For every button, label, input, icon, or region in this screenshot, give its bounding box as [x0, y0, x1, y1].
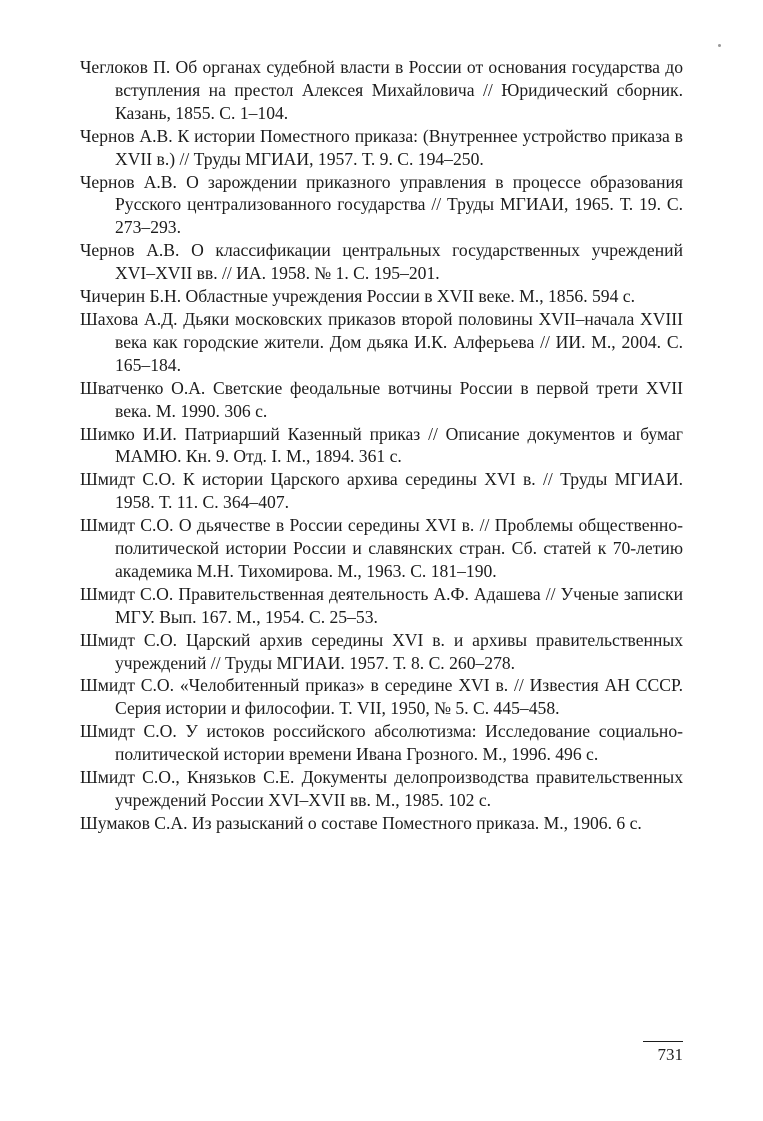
bibliography-entry: Шмидт С.О. Правительственная деятельность А.Ф. Адашева // Ученые записки МГУ. Вып. 167. М., 1954. С. 25–53. [80, 583, 683, 627]
bibliography-entry: Шмидт С.О. О дьячестве в России середины XVI в. // Проблемы общественно-политической истории России и славянских стран. Сб. статей к 70-летию академика М.Н. Тихомирова. М., 1963. С. 181–190. [80, 515, 683, 581]
bibliography-entry: Шимко И.И. Патриарший Казенный приказ // Описание документов и бумаг МАМЮ. Кн. 9. Отд. I. М., 1894. 361 с. [80, 423, 683, 467]
bibliography-entry: Шмидт С.О. К истории Царского архива середины XVI в. // Труды МГИАИ. 1958. Т. 11. С. 364–407. [80, 469, 683, 513]
bibliography-entry: Шмидт С.О. Царский архив середины XVI в. и архивы правительственных учреждений // Труды МГИАИ. 1957. Т. 8. С. 260–278. [80, 629, 683, 673]
bibliography-entry: Чеглоков П. Об органах судебной власти в России от основания государства до вступления на престол Алексея Михайловича // Юридический сборник. Казань, 1855. С. 1–104. [80, 57, 683, 123]
page-number-rule [643, 1041, 683, 1042]
bibliography-entry: Шватченко О.А. Светские феодальные вотчины России в первой трети XVII века. М. 1990. 306 с. [80, 377, 683, 421]
bibliography-entry: Шмидт С.О., Князьков С.Е. Документы делопроизводства правительственных учреждений России XVI–XVII вв. М., 1985. 102 с. [80, 767, 683, 810]
scan-speck [718, 44, 721, 47]
bibliography-entry: Шахова А.Д. Дьяки московских приказов второй половины XVII–начала XVIII века как городские жители. Дом дьяка И.К. Алферьева // ИИ. М., 2004. С. 165–184. [80, 308, 683, 375]
page-number: 731 [657, 1045, 683, 1064]
bibliography-list [80, 56, 683, 835]
bibliography-entry: Шмидт С.О. «Челобитенный приказ» в середине XVI в. // Известия АН СССР. Серия истории и философии. Т. VII, 1950, № 5. С. 445–458. [80, 675, 683, 719]
bibliography-entry: Чичерин Б.Н. Областные учреждения России в XVII веке. М., 1856. 594 с. [80, 286, 635, 307]
bibliography-entry: Чернов А.В. К истории Поместного приказа: (Внутреннее устройство приказа в XVII в.) // Труды МГИАИ, 1957. Т. 9. С. 194–250. [80, 125, 683, 169]
bibliography-entry: Чернов А.В. О зарождении приказного управления в процессе образования Русского централизованного государства // Труды МГИАИ, 1965. Т. 19. С. 273–293. [80, 171, 683, 238]
bibliography-entry: Шмидт С.О. У истоков российского абсолютизма: Исследование социально-политической истории времени Ивана Грозного. М., 1996. 496 с. [80, 721, 683, 765]
bibliography-entry: Чернов А.В. О классификации центральных государственных учреждений XVI–XVII вв. // ИА. 1958. № 1. С. 195–201. [80, 240, 683, 284]
bibliography-entry: Шумаков С.А. Из разысканий о составе Поместного приказа. М., 1906. 6 с. [80, 812, 642, 833]
